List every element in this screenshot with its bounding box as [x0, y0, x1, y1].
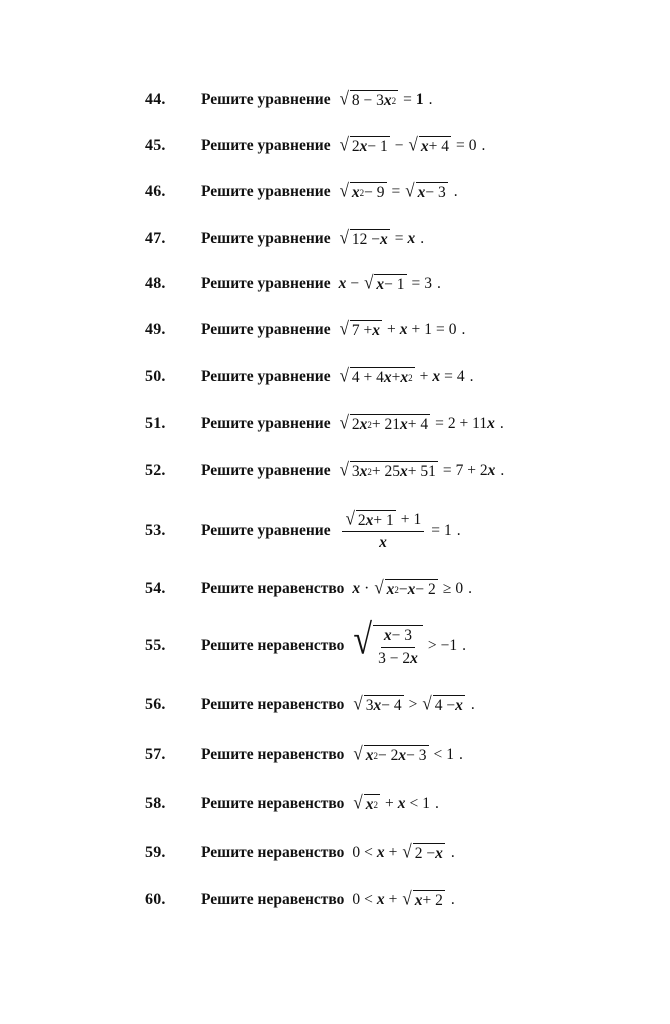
problem-number: 52. [145, 462, 166, 479]
problem-number: 59. [145, 844, 166, 861]
problem-number: 50. [145, 368, 166, 385]
problem-59 [0, 833, 670, 873]
problem-number: 46. [145, 183, 166, 200]
problem-number: 60. [145, 891, 166, 908]
problem-command: Решите уравнение [201, 368, 331, 385]
problem-44 [0, 80, 670, 120]
problem-command: Решите неравенство [201, 795, 345, 812]
problem-command: Решите неравенство [201, 696, 345, 713]
formula: x · √ x 2 − x − 2 ≥ 0 . [352, 577, 472, 599]
problem-number: 51. [145, 415, 166, 432]
problem-50 [0, 357, 670, 397]
problem-command: Решите уравнение [201, 522, 331, 539]
problem-54 [0, 569, 670, 609]
formula: √ 8 − 3 x 2 = 1 . [339, 88, 433, 110]
problem-number: 49. [145, 321, 166, 338]
problem-48 [0, 264, 670, 304]
problem-command: Решите неравенство [201, 891, 345, 908]
problem-52 [0, 451, 670, 491]
formula: √ x − 3 3 − 2 x > −1 . [353, 616, 466, 667]
formula: 0 < x + √ 2 − x . [352, 841, 455, 863]
problem-command: Решите неравенство [201, 580, 345, 597]
problem-51 [0, 404, 670, 444]
problem-49 [0, 310, 670, 350]
formula: √ 12 − x = x . [339, 227, 425, 249]
formula: √ 4 + 4 x + x 2 + x = 4 . [339, 365, 474, 387]
problem-number: 57. [145, 746, 166, 763]
problem-number: 45. [145, 137, 166, 154]
problem-command: Решите уравнение [201, 321, 331, 338]
problem-58 [0, 784, 670, 824]
problem-55 [0, 616, 670, 672]
problem-number: 48. [145, 275, 166, 292]
formula: √ 2 x + 1 + 1 x = 1 . [339, 510, 461, 553]
problem-command: Решите уравнение [201, 183, 331, 200]
formula: √ x 2 − 9 = √ x − 3 . [339, 180, 458, 202]
formula: √ 3 x − 4 > √ 4 − x . [353, 693, 475, 715]
formula: 0 < x + √ x + 2 . [352, 888, 455, 910]
formula: √ 2 x − 1 − √ x + 4 = 0 . [339, 134, 486, 156]
formula: √ x 2 + x < 1 . [353, 792, 439, 814]
formula: √ 2 x 2 + 21 x + 4 = 2 + 11 x . [339, 412, 504, 434]
problem-command: Решите уравнение [201, 415, 331, 432]
problem-number: 55. [145, 637, 166, 654]
problem-command: Решите неравенство [201, 844, 345, 861]
problem-53 [0, 507, 670, 555]
problem-number: 53. [145, 522, 166, 539]
formula: √ x 2 − 2 x − 3 < 1 . [353, 743, 463, 765]
problem-60 [0, 880, 670, 920]
problem-command: Решите уравнение [201, 230, 331, 247]
problem-number: 54. [145, 580, 166, 597]
problem-47 [0, 219, 670, 259]
problem-56 [0, 685, 670, 725]
problem-number: 58. [145, 795, 166, 812]
problem-command: Решите уравнение [201, 462, 331, 479]
problem-command: Решите уравнение [201, 91, 331, 108]
problem-46 [0, 172, 670, 212]
problem-command: Решите неравенство [201, 746, 345, 763]
problem-57 [0, 735, 670, 775]
formula: √ 3 x 2 + 25 x + 51 = 7 + 2 x . [339, 459, 505, 481]
formula: x − √ x − 1 = 3 . [338, 272, 441, 294]
problem-number: 44. [145, 91, 166, 108]
problem-command: Решите неравенство [201, 637, 345, 654]
problem-command: Решите уравнение [201, 137, 331, 154]
problem-number: 56. [145, 696, 166, 713]
problem-45 [0, 126, 670, 166]
problem-number: 47. [145, 230, 166, 247]
formula: √ 7 + x + x + 1 = 0 . [339, 318, 466, 340]
problem-command: Решите уравнение [201, 275, 331, 292]
